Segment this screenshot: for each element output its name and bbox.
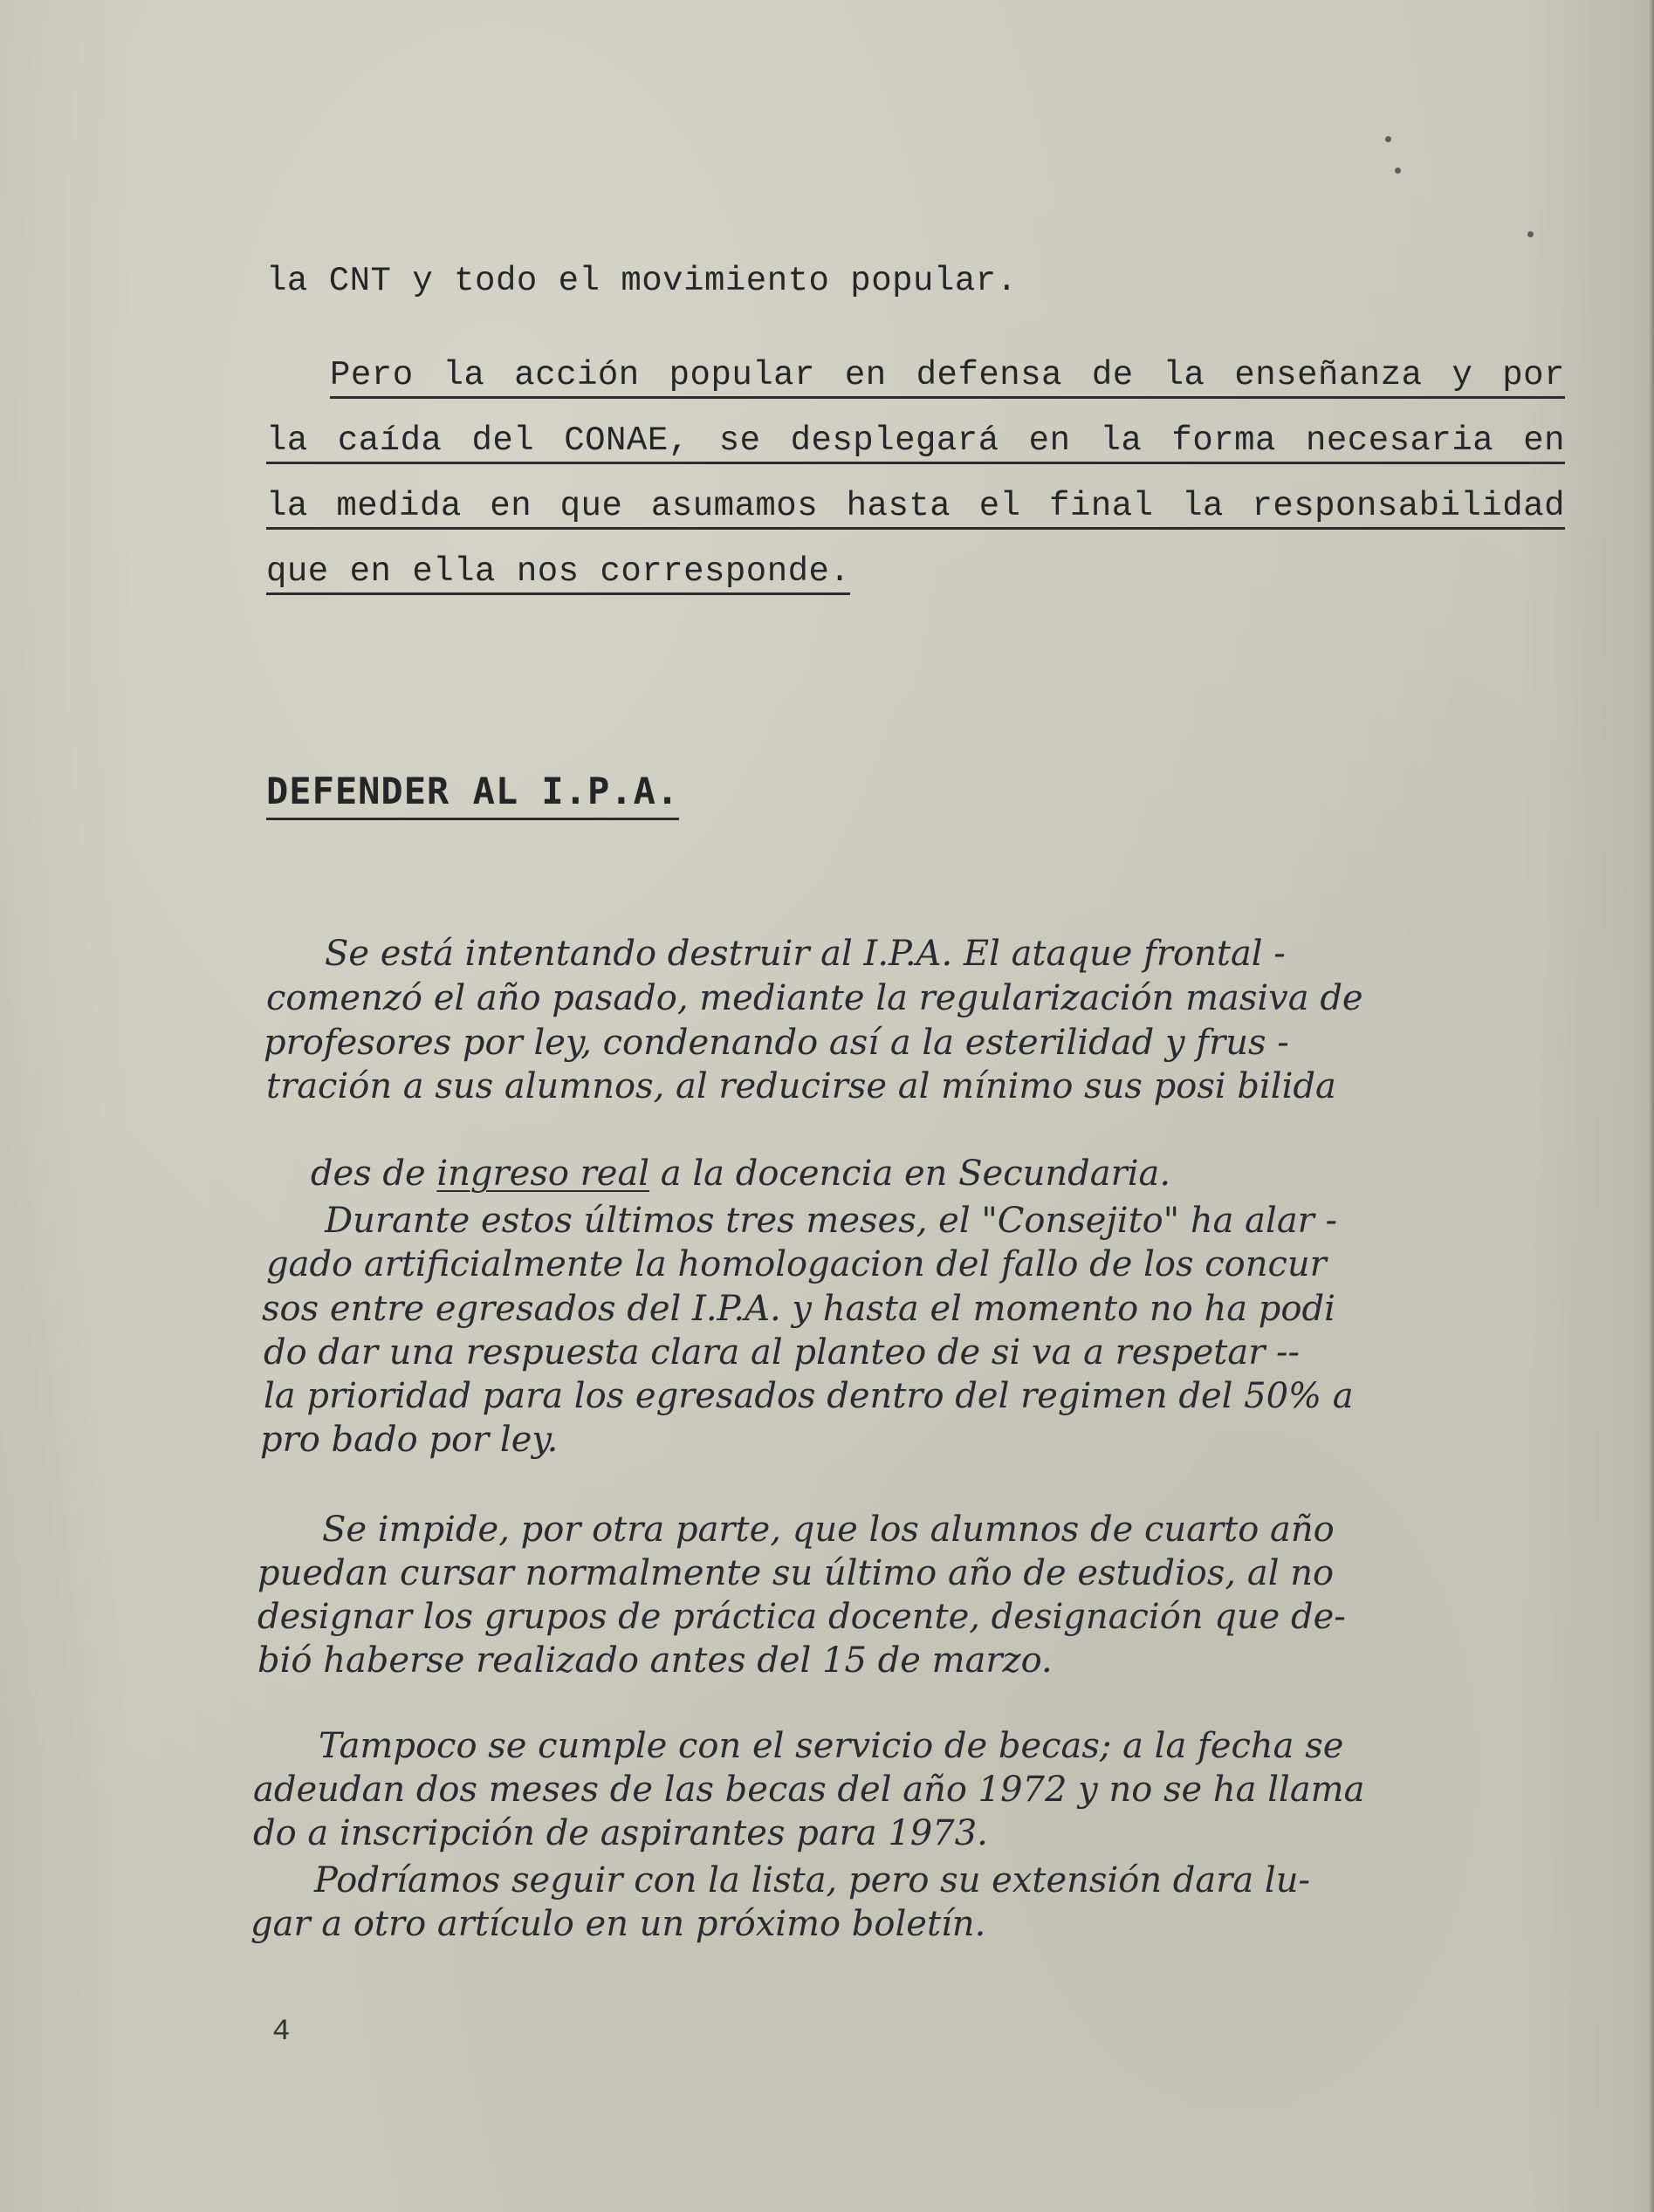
- text-line: tración a sus alumnos, al reducirse al mínimo sus posi bilida: [266, 1066, 1336, 1106]
- text-line: Se está intentando destruir al I.P.A. El ataque frontal -: [325, 934, 1286, 974]
- text-line: Podríamos seguir con la lista, pero su extensión dara lu-: [314, 1860, 1310, 1900]
- paper-speck: [1527, 231, 1534, 237]
- text-line: gado artificialmente la homologacion del fallo de los concur: [266, 1244, 1327, 1284]
- text-span: des de: [310, 1154, 437, 1194]
- underlined-phrase: ingreso real: [436, 1154, 650, 1194]
- text-line: sos entre egresados del I.P.A. y hasta el momento no ha podi: [262, 1289, 1335, 1329]
- text-line: do dar una respuesta clara al planteo de si va a respetar --: [264, 1332, 1301, 1373]
- text-line: bió haberse realizado antes del 15 de marzo.: [257, 1640, 1053, 1681]
- text-line: gar a otro artículo en un próximo boletín.: [251, 1904, 986, 1944]
- text-line: adeudan dos meses de las becas del año 1972 y no se ha llama: [253, 1770, 1365, 1810]
- text-line: Tampoco se cumple con el servicio de becas; a la fecha se: [319, 1726, 1344, 1766]
- text-line: designar los grupos de práctica docente, designación que de-: [257, 1597, 1346, 1637]
- intro-line: la CNT y todo el movimiento popular.: [266, 262, 1018, 300]
- paper-speck: [1385, 136, 1391, 142]
- text-span: a la docencia en Secundaria.: [649, 1154, 1171, 1194]
- text-line: Durante estos últimos tres meses, el "Consejito" ha alar -: [325, 1201, 1338, 1241]
- underlined-line-3: la medida en que asumamos hasta el final la responsabilidad: [266, 487, 1565, 530]
- text-line: do a inscripción de aspirantes para 1973.: [253, 1813, 988, 1853]
- underlined-line-2: la caída del CONAE, se desplegará en la forma necesaria en: [266, 421, 1565, 464]
- page-edge-shadow: [1649, 0, 1654, 2212]
- underlined-line-1: Pero la acción popular en defensa de la enseñanza y por: [330, 356, 1565, 399]
- page-number: 4: [272, 2016, 291, 2049]
- text-line: profesores por ley, condenando así a la esterilidad y frus -: [264, 1023, 1289, 1063]
- text-line: la prioridad para los egresados dentro del regimen del 50% a: [264, 1376, 1354, 1416]
- text-line: puedan cursar normalmente su último año de estudios, al no: [257, 1553, 1335, 1593]
- text-line: pro bado por ley.: [260, 1420, 559, 1460]
- text-line: comenzó el año pasado, mediante la regularización masiva de: [266, 978, 1363, 1018]
- paper-speck: [1395, 168, 1401, 174]
- underlined-line-4: que en ella nos corresponde.: [266, 552, 850, 595]
- text-line: Se impide, por otra parte, que los alumnos de cuarto año: [322, 1510, 1335, 1550]
- section-heading: DEFENDER AL I.P.A.: [266, 770, 679, 820]
